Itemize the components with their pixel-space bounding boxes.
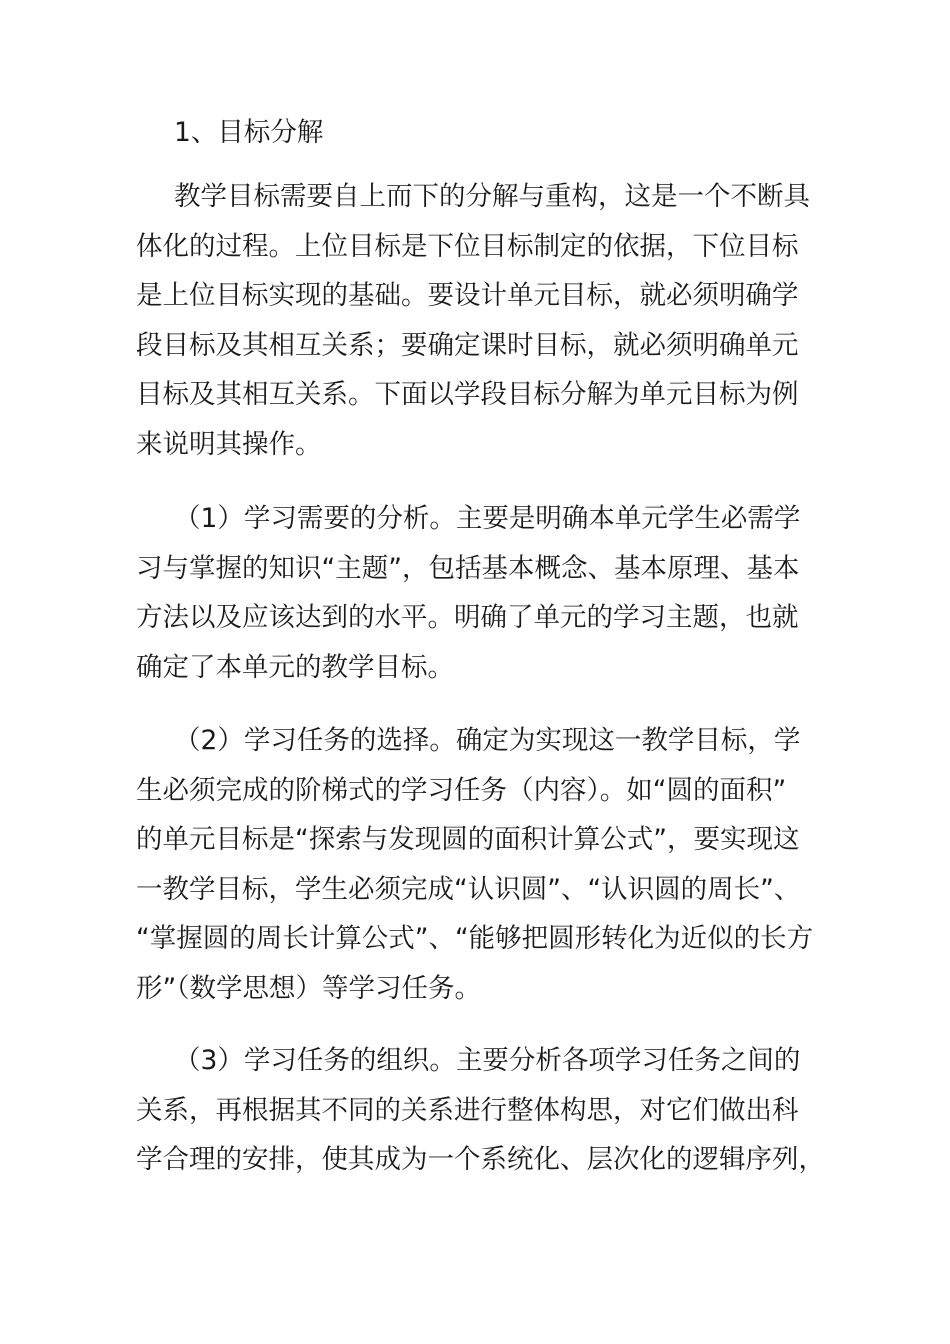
paragraph-line: 目标及其相互关系。下面以学段目标分解为单元目标为例 [136, 379, 799, 410]
paragraph-task-selection [136, 716, 816, 1013]
paragraph-goal-decomposition [136, 172, 816, 469]
paragraph-line: 方法以及应该达到的水平。明确了单元的学习主题，也就 [136, 602, 799, 633]
paragraph-line: 的单元目标是“探索与发现圆的面积计算公式”，要实现这 [136, 824, 800, 855]
paragraph-line: 段目标及其相互关系；要确定课时目标，就必须明确单元 [136, 329, 799, 361]
paragraph-line: 教学目标需要自上而下的分解与重构，这是一个不断具 [174, 181, 810, 212]
paragraph-line: 一教学目标，学生必须完成“认识圆”、“认识圆的周长”、 [136, 873, 801, 905]
paragraph-line: 体化的过程。上位目标是下位目标制定的依据，下位目标 [136, 230, 799, 262]
paragraph-line: 习与掌握的知识“主题”，包括基本概念、基本原理、基本 [136, 552, 800, 584]
paragraph-line: 来说明其操作。 [136, 428, 322, 460]
paragraph-line: 关系，再根据其不同的关系进行整体构思，对它们做出科 [136, 1094, 799, 1126]
paragraph-line: “掌握圆的周长计算公式”、“能够把圆形转化为近似的长方 [136, 923, 814, 954]
paragraph-line: （3）学习任务的组织。主要分析各项学习任务之间的 [174, 1045, 801, 1076]
paragraph-line: 确定了本单元的教学目标。 [136, 651, 454, 683]
paragraph-line: （1）学习需要的分析。主要是明确本单元学生必需学 [174, 503, 801, 534]
paragraph-line: 生必须完成的阶梯式的学习任务（内容）。如“圆的面积” [136, 774, 787, 806]
paragraph-line: （2）学习任务的选择。确定为实现这一教学目标，学 [174, 725, 801, 756]
paragraph-task-organization [136, 1036, 825, 1185]
section-heading [136, 108, 816, 158]
paragraph-line: 形”（数学思想）等学习任务。 [136, 972, 481, 1004]
paragraph-line: 学合理的安排，使其成为一个系统化、层次化的逻辑序列， [136, 1144, 825, 1175]
paragraph-needs-analysis [136, 494, 816, 692]
heading-text: 1、目标分解 [174, 117, 324, 148]
paragraph-line: 是上位目标实现的基础。要设计单元目标，就必须明确学 [136, 280, 799, 311]
